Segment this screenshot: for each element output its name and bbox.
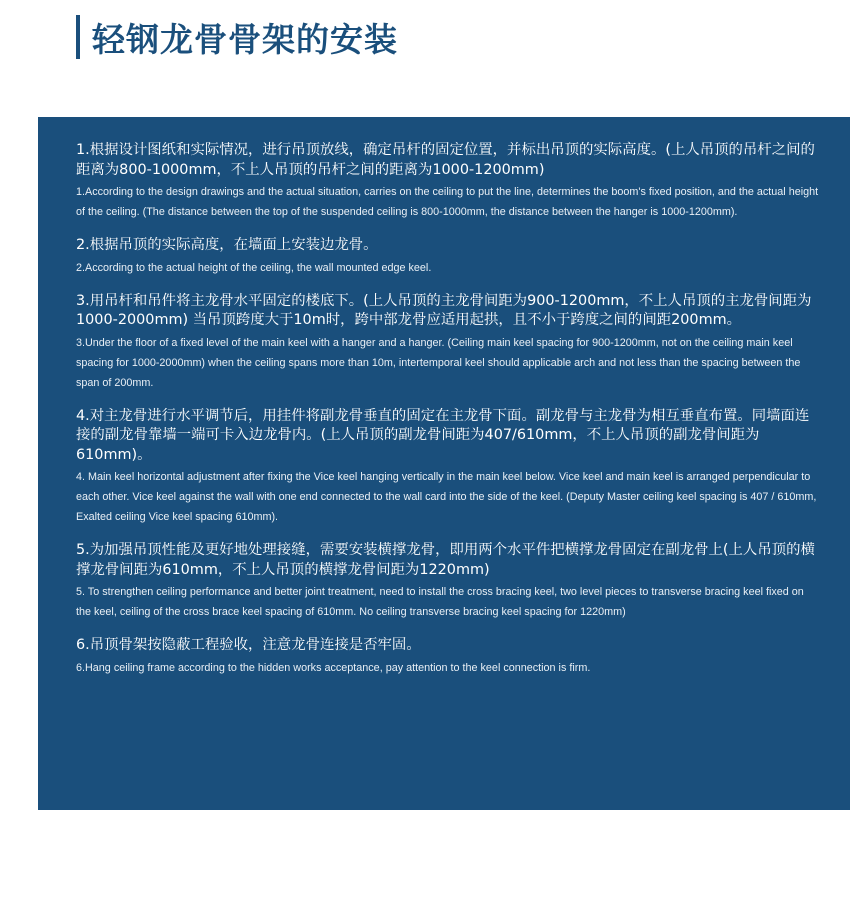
page-title: 轻钢龙骨骨架的安装	[92, 19, 398, 59]
step-2-chinese-text: 2.根据吊顶的实际高度，在墙面上安装边龙骨。	[76, 237, 378, 253]
title-accent-bar	[76, 15, 80, 59]
step-3-chinese-text: 3.用吊杆和吊件将主龙骨水平固定的楼底下。(上人吊顶的主龙骨间距为900-1200mm，不上人吊顶的主龙骨间距为1000-2000mm) 当吊顶跨度大于10m时，跨中部龙骨应适用起拱，且不小于跨度之间的间距200mm。	[76, 292, 812, 328]
step-4-chinese-text: 4.对主龙骨进行水平调节后，用挂件将副龙骨垂直的固定在主龙骨下面。副龙骨与主龙骨为相互垂直布置。同墙面连接的副龙骨靠墙一端可卡入边龙骨内。(上人吊顶的副龙骨间距为407/610mm，不上人吊顶的副龙骨间距为610mm)。	[76, 407, 810, 463]
step-6-chinese-text: 6.吊顶骨架按隐蔽工程验收，注意龙骨连接是否牢固。	[76, 637, 421, 653]
step-2-english-text: 2.According to the actual height of the ceiling, the wall mounted edge keel.	[76, 261, 432, 274]
step-4-english-text: 4. Main keel horizontal adjustment after fixing the Vice keel hanging vertically in the main keel below. Vice keel and main keel is arranged perpendicular to each other. Vice keel against the wall with one end connected to the wall card into the side of the keel. (Deputy Master ceiling keel spacing is 407 / 610mm, Exalted ceiling Vice keel spacing 610mm).	[76, 471, 817, 523]
step-6	[76, 636, 820, 678]
step-6-english-text: 6.Hang ceiling frame according to the hidden works acceptance, pay attention to the keel connection is firm.	[76, 661, 591, 674]
step-2	[76, 236, 820, 278]
step-3-english-text: 3.Under the floor of a fixed level of the main keel with a hanger and a hanger. (Ceiling main keel spacing for 900-1200mm, not on the ceiling main keel spacing for 1000-2000mm) when the ceiling spans more than 10m, intertemporal keel should applicable arch and not less than the spacing between the span of 200mm.	[76, 336, 801, 389]
step-1	[76, 141, 820, 222]
step-1-english-text: 1.According to the design drawings and the actual situation, carries on the ceiling to put the line, determines the boom's fixed position, and the actual height of the ceiling. (The distance between the top of the suspended ceiling is 800-1000mm, the distance between the hanger is 1000-1200mm).	[76, 186, 819, 218]
step-5-english-text: 5. To strengthen ceiling performance and better joint treatment, need to install the cross bracing keel, two level pieces to transverse bracing keel fixed on the keel, ceiling of the cross brace keel spacing of 610mm. No ceiling transverse bracing keel spacing for 1220mm)	[76, 586, 804, 618]
step-3	[76, 292, 820, 393]
step-5	[76, 541, 820, 622]
step-1-chinese-text: 1.根据设计图纸和实际情况，进行吊顶放线，确定吊杆的固定位置，并标出吊顶的实际高度。(上人吊顶的吊杆之间的距离为800-1000mm，不上人吊顶的吊杆之间的距离为1000-1200mm)	[76, 142, 815, 178]
step-4	[76, 407, 820, 528]
step-5-chinese-text: 5.为加强吊顶性能及更好地处理接缝，需要安装横撑龙骨，即用两个水平件把横撑龙骨固定在副龙骨上(上人吊顶的横撑龙骨间距为610mm，不上人吊顶的横撑龙骨间距为1220mm)	[76, 542, 815, 578]
instructions-panel	[38, 117, 850, 810]
page-header	[76, 12, 398, 62]
